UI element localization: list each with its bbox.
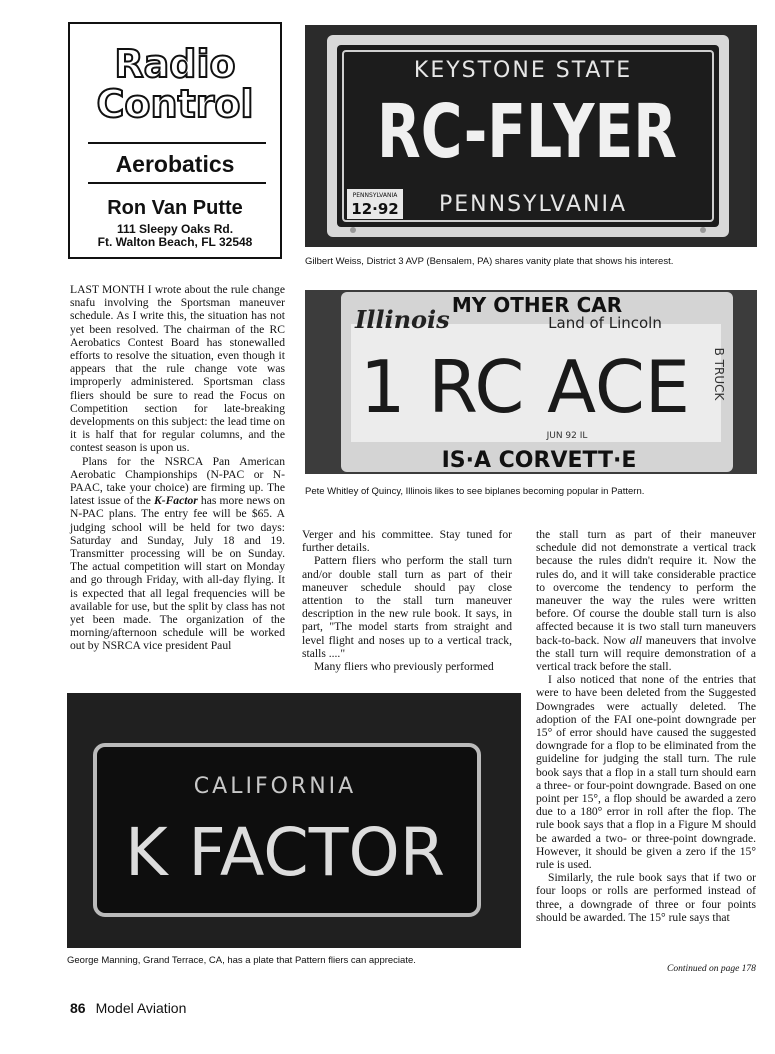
plate-main-text: K FACTOR (125, 814, 445, 891)
author-address-line2: Ft. Walton Beach, FL 32548 (97, 235, 253, 249)
plate-main-text: 1 RC ACE (360, 345, 690, 429)
photo-caption: Pete Whitley of Quincy, Illinois likes to see biplanes becoming popular in Pattern. (305, 486, 645, 497)
plate-main-text: RC-FLYER (377, 89, 677, 175)
article-paragraph: Pattern fliers who perform the stall turn and/or double stall turn as part of their maneuver schedule should pay close attention to the stall turn maneuver description in the new rule book. It says, in part, "The model starts from straight and level flight and noses up to a vertical track, stalls ...." (302, 554, 512, 660)
article-paragraph: I also noticed that none of the entries that were to have been deleted from the Suggested Downgrades were actually deleted. The adoption of the FAI one-point downgrade per 15° of error should have caused the suggested downgrade for a flop to be eliminated from the guideline for judging the stall turn. The rule book says that a flop in a stall turn should earn a three- or four-point downgrade. Based on one point per 15°, a flop should be awarded a zero due to a 180° error in roll after the flop. The rule book says that a flop in a Figure M should be awarded a two- or three-point downgrade. However, it should be given a zero if the 15° rule is used. (536, 673, 756, 872)
plate-top-text: CALIFORNIA (193, 774, 357, 799)
article-paragraph: Many fliers who previously performed (314, 660, 494, 674)
plate-side-text: B TRUCK (712, 347, 726, 401)
text-run: maneuvers that involve the stall turn will require demonstration of a vertical track before the stall. (536, 633, 756, 674)
plate-bottom-text: PENNSYLVANIA (438, 192, 628, 217)
continued-note: Continued on page 178 (667, 964, 756, 974)
frame-top-text: MY OTHER CAR (451, 293, 623, 317)
article-paragraph: Verger and his committee. Stay tuned for further details. (302, 528, 512, 555)
column-header-box (68, 22, 282, 259)
california-plate-image (67, 693, 521, 948)
frame-bottom-text: IS·A CORVETT·E (441, 448, 637, 473)
article-column-2 (302, 528, 512, 673)
state-name: Illinois (355, 305, 450, 334)
author-name: Ron Van Putte (107, 197, 243, 219)
illinois-plate-image (305, 290, 757, 474)
state-slogan: Land of Lincoln (548, 314, 662, 332)
article-column-3 (536, 528, 756, 924)
page-number: 86 (70, 1000, 86, 1016)
text-run: the stall turn as part of their maneuver schedule did not demonstrate a vertical track because the rules didn't require it. Now the rules do, and it will take considerable practice to overcome the tendency to perform the maneuver the way the rules were written before. Of course the double stall turn is also affected because it is two stall turn maneuvers back-to-back. Now (536, 528, 756, 647)
photo-california-plate (67, 693, 521, 948)
author-address-line1: 111 Sleepy Oaks Rd. (116, 222, 234, 236)
photo-caption: George Manning, Grand Terrace, CA, has a plate that Pattern fliers can appreciate. (67, 955, 416, 966)
magazine-name: Model Aviation (95, 1000, 187, 1016)
column-title-radio: Radio (114, 42, 236, 86)
plate-small-text: JUN 92 IL (546, 431, 588, 441)
photo-pennsylvania-plate (305, 25, 757, 247)
column-title-control: Control (96, 82, 254, 126)
article-column-1 (70, 283, 285, 653)
sticker-text: 12·92 (351, 200, 399, 218)
text-run: Plans for the NSRCA Pan American Aerobatic Championships (N-PAC or N-PAAC, take your choice) are firming up. The latest issue of the (70, 454, 285, 508)
pennsylvania-plate-image (305, 25, 757, 247)
column-subtitle: Aerobatics (115, 151, 235, 177)
emphasis-text: all (629, 633, 642, 647)
photo-caption: Gilbert Weiss, District 3 AVP (Bensalem, PA) shares vanity plate that shows his interest. (305, 256, 674, 267)
sticker-top-text: PENNSYLVANIA (352, 192, 398, 199)
photo-illinois-plate (305, 290, 757, 474)
divider (88, 182, 266, 184)
text-run: has more news on N-PAC plans. The entry fee will be $65. A judging school will be held for two days: Saturday and Sunday, July 18 and 19. Transmitter processing will be on Sunday. The actual competition will start on Monday and go through Friday, with all-day flying. It is expected that all legal frequencies will be available for use, but the split by class has not yet been made. The organization of the morning/afternoon schedule will be worked out by NSRCA vice president Paul (70, 494, 285, 653)
article-paragraph (70, 455, 285, 653)
plate-top-text: KEYSTONE STATE (413, 58, 633, 83)
article-paragraph (536, 528, 756, 673)
emphasis-text: K-Factor (153, 494, 198, 508)
article-paragraph: LAST MONTH I wrote about the rule change snafu involving the Sportsman maneuver schedule. As I write this, the situation has not yet been resolved. The chairman of the RC Aerobatics Contest Board has stonewalled efforts to resolve the situation, even though it appears that the rule change vote was improperly administered. Sportsman class fliers should be sure to read the Focus on Competition section for late-breaking developments on this subject: the lead time on it is half that for regular columns, and the contest season is upon us. (70, 283, 285, 455)
divider (88, 142, 266, 144)
article-paragraph: Similarly, the rule book says that if two or four loops or rolls are performed instead of three, a downgrade of three or four points should be awarded. The 15° rule says that (536, 871, 756, 924)
page-footer (70, 1000, 186, 1016)
